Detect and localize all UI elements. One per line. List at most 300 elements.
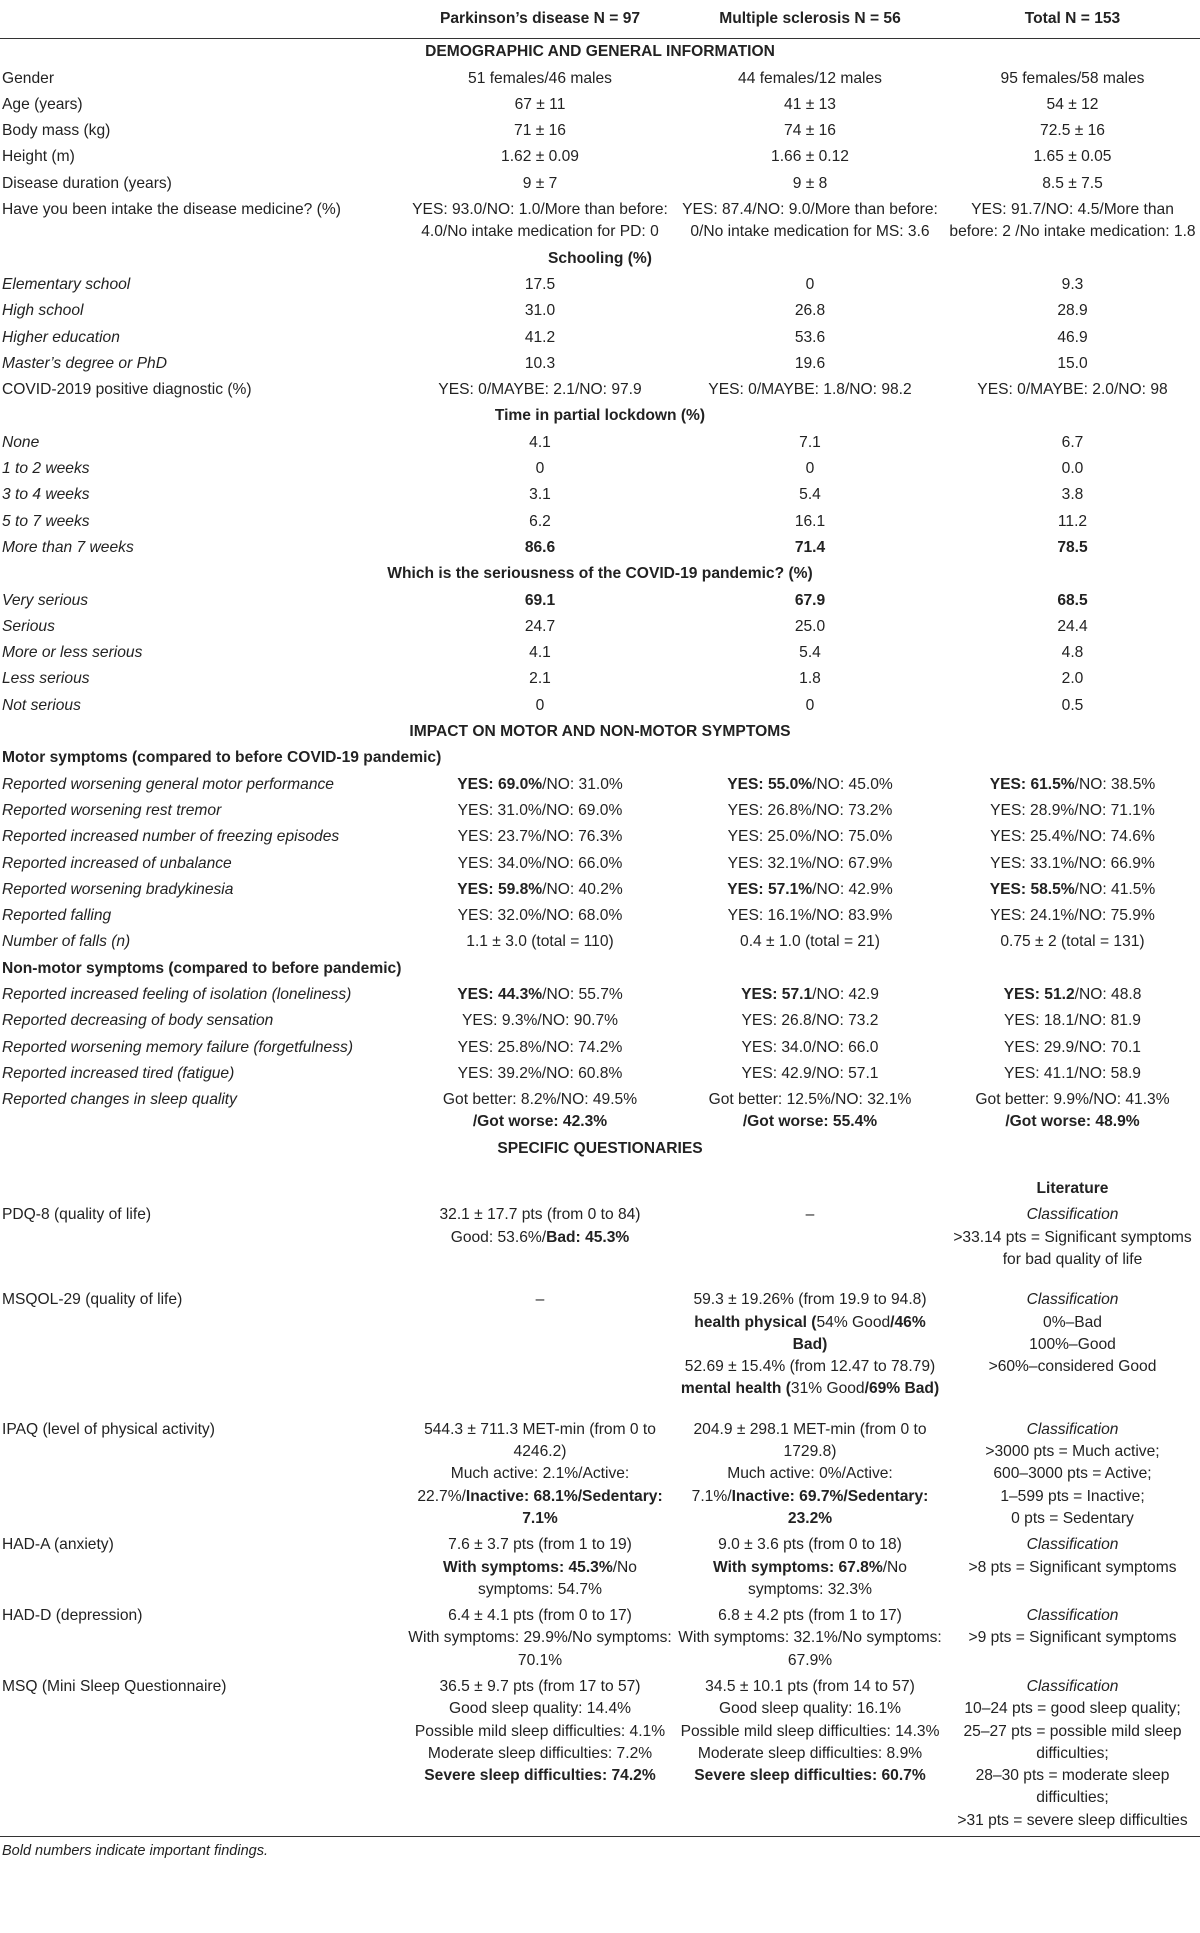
cell-total <box>945 851 1200 877</box>
cell-pd <box>405 982 675 1008</box>
motor-rows <box>0 772 1200 956</box>
hadd-lit-title: Classification <box>1026 1607 1119 1625</box>
cell-pd <box>405 1061 675 1087</box>
cell-ms: 0 <box>805 460 815 478</box>
pdq-pd-c: Bad: 45.3% <box>546 1228 630 1246</box>
cell-pd: 51 females/46 males <box>468 69 612 87</box>
subheading-nonmotor: Non-motor symptoms (compared to before pandemic) <box>2 959 402 977</box>
cell-ms <box>675 1532 945 1603</box>
cell-total-text: YES: 33.1%/NO: 66.9% <box>990 854 1155 872</box>
sleep-total-b: /Got worse: 48.9% <box>1005 1113 1140 1131</box>
header-blank <box>0 0 405 39</box>
msqol-lit-1: 0%–Bad <box>1043 1313 1102 1331</box>
table-row <box>0 197 1200 246</box>
cell-total: 0.0 <box>1061 460 1084 478</box>
ipaq-lit-4: 0 pts = Sedentary <box>1011 1509 1134 1527</box>
cell-total: 78.5 <box>1057 538 1088 556</box>
table-row <box>0 298 1200 324</box>
msq-pd-a: 36.5 ± 9.7 pts (from 17 to 57) <box>439 1678 641 1695</box>
ipaq-lit-1: >3000 pts = Much active; <box>985 1443 1160 1461</box>
msqol-lit-2: 100%–Good <box>1029 1335 1116 1353</box>
cell-ms-text: YES: 26.8/NO: 73.2 <box>741 1012 879 1030</box>
cell-ms <box>675 1674 945 1837</box>
msq-lit-2: 25–27 pts = possible mild sleep difficulties; <box>963 1722 1182 1762</box>
row-label: Reported worsening memory failure (forgetfulness) <box>2 1038 354 1056</box>
cell-ms: 53.6 <box>794 328 826 346</box>
cell-pd-text: YES: 23.7%/NO: 76.3% <box>457 828 623 846</box>
msqol-ms-c: 54% Good <box>816 1313 891 1331</box>
cell-pd <box>405 798 675 824</box>
cell-pd <box>405 877 675 903</box>
cell-pd-text: YES: 39.2%/NO: 60.8% <box>457 1064 623 1082</box>
cell-ms: 41 ± 13 <box>784 95 836 113</box>
cell-ms: – <box>805 1206 815 1224</box>
cell-pd: 10.3 <box>524 354 556 372</box>
subheading-row <box>0 561 1200 587</box>
msqol-lit-3: >60%–considered Good <box>988 1358 1157 1376</box>
cell-total: 6.7 <box>1061 433 1084 451</box>
cell-ms <box>675 903 945 929</box>
table-row <box>0 272 1200 298</box>
cell-total: 1.65 ± 0.05 <box>1033 148 1112 166</box>
subheading-schooling: Schooling (%) <box>548 249 652 267</box>
row-label: COVID-2019 positive diagnostic (%) <box>2 381 252 399</box>
lockdown-rows <box>0 430 1200 561</box>
subheading-motor: Motor symptoms (compared to before COVID-19 pandemic) <box>2 749 442 767</box>
section-questionaries: SPECIFIC QUESTIONARIES <box>497 1139 703 1157</box>
msq-pd-b: Good sleep quality: 14.4% <box>448 1700 632 1718</box>
cell-pd: 4.1 <box>529 433 551 451</box>
cell-ms-text: YES: 25.0%/NO: 75.0% <box>727 828 893 846</box>
row-label: 1 to 2 weeks <box>2 460 90 478</box>
cell-pd: – <box>535 1291 545 1309</box>
cell-pd: 41.2 <box>524 328 556 346</box>
msq-lit-title: Classification <box>1026 1678 1119 1695</box>
row-label: IPAQ (level of physical activity) <box>2 1420 215 1438</box>
row-label: Height (m) <box>2 148 75 166</box>
cell-literature <box>945 1674 1200 1837</box>
cell-total: 4.8 <box>1061 644 1084 662</box>
cell-pd <box>405 772 675 798</box>
hada-ms-c: /No symptoms: 32.3% <box>748 1558 907 1598</box>
table-row <box>0 824 1200 850</box>
table-header-row <box>0 0 1200 39</box>
cell-ms <box>675 851 945 877</box>
cell-total: 0.5 <box>1061 696 1084 714</box>
cell-ms: 26.8 <box>794 302 826 320</box>
table-row <box>0 144 1200 170</box>
subheading-lockdown: Time in partial lockdown (%) <box>494 407 706 425</box>
cell-ms <box>675 1061 945 1087</box>
cell-pd-text: YES: 32.0%/NO: 68.0% <box>457 907 623 925</box>
cell-pd-text: /NO: 40.2% <box>542 880 623 898</box>
ipaq-pd-b: Much active: 2.1%/Active: 22.7%/ <box>417 1465 630 1505</box>
msqol-ms-g: 31% Good <box>790 1380 865 1398</box>
table-row <box>0 903 1200 929</box>
cell-pd <box>405 1417 675 1532</box>
cell-total-text: YES: 41.1/NO: 58.9 <box>1004 1064 1141 1082</box>
table-row <box>0 798 1200 824</box>
cell-pd <box>405 1087 675 1136</box>
row-label: Reported increased of unbalance <box>2 854 232 872</box>
cell-pd-bold: YES: 44.3% <box>457 985 543 1003</box>
cell-ms-bold: YES: 55.0% <box>727 775 813 793</box>
msq-lit-1: 10–24 pts = good sleep quality; <box>964 1700 1181 1718</box>
row-label: Reported increased number of freezing episodes <box>2 828 340 846</box>
hadd-ms-b: With symptoms: 32.1%/No symptoms: 67.9% <box>678 1629 942 1669</box>
msq-lit-3: 28–30 pts = moderate sleep difficulties; <box>975 1767 1170 1807</box>
cell-total <box>945 1087 1200 1136</box>
msqol-ms-a: 59.3 ± 19.26% (from 19.9 to 94.8) <box>693 1291 927 1309</box>
cell-total: 15.0 <box>1057 354 1088 372</box>
subheading-row <box>0 745 1200 771</box>
cell-pd: 1.62 ± 0.09 <box>501 148 579 166</box>
cell-total: 8.5 ± 7.5 <box>1042 174 1103 192</box>
cell-total <box>945 903 1200 929</box>
msqol-lit-title: Classification <box>1026 1291 1119 1309</box>
cell-ms <box>675 824 945 850</box>
cell-pd: 2.1 <box>529 670 551 688</box>
table-row <box>0 1061 1200 1087</box>
ipaq-lit-3: 1–599 pts = Inactive; <box>1000 1487 1145 1505</box>
msq-pd-d: Moderate sleep difficulties: 7.2% <box>427 1744 653 1762</box>
pdq-pd-b: Good: 53.6%/ <box>450 1228 547 1246</box>
table-row <box>0 982 1200 1008</box>
cell-ms <box>675 982 945 1008</box>
row-label: More or less serious <box>2 644 143 662</box>
cell-total-text: /NO: 38.5% <box>1074 775 1156 793</box>
cell-pd-text: 1.1 ± 3.0 (total = 110) <box>466 933 614 951</box>
cell-ms: 0 <box>805 275 815 293</box>
cell-ms <box>675 1417 945 1532</box>
subheading-row <box>0 246 1200 272</box>
row-label: 3 to 4 weeks <box>2 486 90 504</box>
cell-pd-text: /NO: 55.7% <box>542 985 623 1003</box>
table-row <box>0 588 1200 614</box>
cell-total: 72.5 ± 16 <box>1040 122 1105 140</box>
hadd-pd-b: With symptoms: 29.9%/No symptoms: 70.1% <box>408 1629 672 1669</box>
cell-total-text: YES: 18.1/NO: 81.9 <box>1004 1012 1141 1030</box>
row-label: Number of falls (n) <box>2 933 131 951</box>
sleep-ms-a: Got better: 12.5%/NO: 32.1% <box>708 1091 912 1109</box>
section-impact: IMPACT ON MOTOR AND NON-MOTOR SYMPTOMS <box>409 723 791 741</box>
row-label: Gender <box>2 69 55 87</box>
cell-total: YES: 91.7/NO: 4.5/More than before: 2 /No intake medication: 1.8 <box>949 201 1196 241</box>
cell-ms: YES: 0/MAYBE: 1.8/NO: 98.2 <box>708 381 912 399</box>
cell-ms: 19.6 <box>794 354 826 372</box>
cell-ms <box>675 877 945 903</box>
cell-total <box>945 798 1200 824</box>
spacer-row <box>0 1162 1200 1176</box>
cell-total-text: /NO: 41.5% <box>1074 880 1156 898</box>
cell-pd <box>405 929 675 955</box>
ipaq-lit-title: Classification <box>1026 1420 1119 1438</box>
cell-ms-text: /NO: 42.9% <box>812 880 893 898</box>
cell-pd <box>405 851 675 877</box>
cell-ms <box>675 798 945 824</box>
cell-pd-bold: YES: 69.0% <box>457 775 543 793</box>
cell-pd-text: YES: 25.8%/NO: 74.2% <box>457 1038 623 1056</box>
row-label: Reported increased feeling of isolation (loneliness) <box>2 985 352 1003</box>
row-label: HAD-A (anxiety) <box>2 1536 114 1554</box>
subheading-literature: Literature <box>1036 1180 1109 1198</box>
row-label: Reported falling <box>2 907 112 925</box>
cell-pd: YES: 93.0/NO: 1.0/More than before: 4.0/No intake medication for PD: 0 <box>412 201 668 241</box>
section-heading-row <box>0 1136 1200 1162</box>
cell-ms <box>675 1008 945 1034</box>
table-row <box>0 666 1200 692</box>
sleep-pd-a: Got better: 8.2%/NO: 49.5% <box>442 1091 638 1109</box>
table-row <box>0 66 1200 92</box>
cell-pd <box>405 903 675 929</box>
row-label: 5 to 7 weeks <box>2 512 90 530</box>
cell-total <box>945 1008 1200 1034</box>
row-label: Serious <box>2 617 55 635</box>
pdq-pd-a: 32.1 ± 17.7 pts (from 0 to 84) <box>439 1206 641 1224</box>
cell-literature <box>945 1202 1200 1273</box>
cell-ms: 5.4 <box>799 644 821 662</box>
cell-total-text: YES: 25.4%/NO: 74.6% <box>990 828 1155 846</box>
table-row <box>0 1008 1200 1034</box>
cell-pd <box>405 1603 675 1674</box>
seriousness-rows <box>0 588 1200 719</box>
header-multiple-sclerosis: Multiple sclerosis N = 56 <box>675 0 945 39</box>
cell-literature <box>945 1532 1200 1603</box>
cell-pd: 4.1 <box>529 644 551 662</box>
cell-ms-text: /NO: 42.9 <box>812 985 879 1003</box>
cell-pd: 0 <box>535 696 545 714</box>
cell-total: 46.9 <box>1057 328 1088 346</box>
table-row <box>0 1532 1200 1603</box>
cell-ms: 74 ± 16 <box>784 122 836 140</box>
cell-literature <box>945 1287 1200 1402</box>
table-row <box>0 92 1200 118</box>
cell-total-text: /NO: 48.8 <box>1074 985 1142 1003</box>
cell-literature <box>945 1417 1200 1532</box>
cell-ms <box>675 772 945 798</box>
cell-total: 11.2 <box>1057 512 1088 530</box>
cell-ms: 7.1 <box>799 433 821 451</box>
sleep-total-a: Got better: 9.9%/NO: 41.3% <box>975 1091 1170 1109</box>
row-label: Master’s degree or PhD <box>2 354 167 372</box>
cell-total: 9.3 <box>1061 275 1084 293</box>
msqol-ms-d: /46% Bad) <box>792 1313 926 1353</box>
cell-ms: 9 ± 8 <box>792 174 828 192</box>
cell-pd: 6.2 <box>529 512 551 530</box>
cell-pd: 17.5 <box>524 275 556 293</box>
schooling-rows <box>0 272 1200 377</box>
row-label: PDQ-8 (quality of life) <box>2 1206 152 1224</box>
table-row <box>0 851 1200 877</box>
cell-ms-bold: YES: 57.1% <box>727 880 813 898</box>
row-label: Less serious <box>2 670 90 688</box>
cell-total: YES: 0/MAYBE: 2.0/NO: 98 <box>977 381 1168 399</box>
cell-ms: 0 <box>805 696 815 714</box>
msqol-ms-f: mental health ( <box>680 1380 791 1398</box>
table-row <box>0 1202 1200 1273</box>
table-row <box>0 377 1200 403</box>
cell-pd: 31.0 <box>524 302 556 320</box>
section-demographic: DEMOGRAPHIC AND GENERAL INFORMATION <box>425 43 775 61</box>
ipaq-ms-c: Inactive: 69.7%/Sedentary: 23.2% <box>731 1487 929 1527</box>
table-row <box>0 482 1200 508</box>
cell-total-bold: YES: 51.2 <box>1003 985 1075 1003</box>
cell-pd: 0 <box>535 460 545 478</box>
cell-total <box>945 824 1200 850</box>
row-label: Body mass (kg) <box>2 122 111 140</box>
cell-pd <box>405 1202 675 1273</box>
cell-ms-text: YES: 32.1%/NO: 67.9% <box>727 854 893 872</box>
cell-ms <box>675 1035 945 1061</box>
hada-pd-b: With symptoms: 45.3% <box>443 1558 613 1576</box>
cell-ms <box>675 929 945 955</box>
ipaq-ms-b: Much active: 0%/Active: 7.1%/ <box>691 1465 893 1505</box>
sleep-ms-b: /Got worse: 55.4% <box>742 1113 878 1131</box>
table-row <box>0 535 1200 561</box>
row-label: Age (years) <box>2 95 83 113</box>
cell-total <box>945 1035 1200 1061</box>
msq-lit-4: >31 pts = severe sleep difficulties <box>957 1811 1188 1829</box>
cell-ms: 44 females/12 males <box>738 69 882 87</box>
subheading-row <box>0 956 1200 982</box>
cell-pd: YES: 0/MAYBE: 2.1/NO: 97.9 <box>438 381 642 399</box>
cell-ms-text: YES: 16.1%/NO: 83.9% <box>727 907 893 925</box>
cell-pd <box>405 1674 675 1837</box>
msqol-ms-b: health physical ( <box>694 1313 817 1331</box>
msqol-ms-e: 52.69 ± 15.4% (from 12.47 to 78.79) <box>684 1358 936 1376</box>
cell-total: 24.4 <box>1057 617 1088 635</box>
row-label: None <box>2 433 40 451</box>
spacer-row <box>0 1273 1200 1287</box>
msq-ms-d: Moderate sleep difficulties: 8.9% <box>697 1744 923 1762</box>
cell-total: 2.0 <box>1061 670 1084 688</box>
cell-ms: 67.9 <box>794 591 826 609</box>
ipaq-pd-c: Inactive: 68.1%/Sedentary: 7.1% <box>465 1487 663 1527</box>
table-row <box>0 1035 1200 1061</box>
cell-total: 54 ± 12 <box>1046 95 1099 113</box>
cell-pd: 71 ± 16 <box>514 122 566 140</box>
subheading-row <box>0 403 1200 429</box>
header-total: Total N = 153 <box>945 0 1200 39</box>
row-label: Reported decreasing of body sensation <box>2 1012 274 1030</box>
table-row <box>0 614 1200 640</box>
section-heading-row <box>0 719 1200 745</box>
table-row <box>0 430 1200 456</box>
row-label: Higher education <box>2 328 120 346</box>
msq-pd-c: Possible mild sleep difficulties: 4.1% <box>414 1722 666 1740</box>
cell-ms-text: /NO: 45.0% <box>812 775 893 793</box>
row-label: Reported increased tired (fatigue) <box>2 1064 235 1082</box>
cell-ms: 1.8 <box>799 670 821 688</box>
hada-lit-text: >8 pts = Significant symptoms <box>968 1558 1177 1576</box>
cell-ms: 16.1 <box>794 512 826 530</box>
cell-total-bold: YES: 61.5% <box>989 775 1075 793</box>
row-label: Reported worsening bradykinesia <box>2 880 234 898</box>
row-label: Not serious <box>2 696 81 714</box>
table-footnote: Bold numbers indicate important findings. <box>2 1843 268 1860</box>
cell-total <box>945 1061 1200 1087</box>
row-label: Reported worsening general motor performance <box>2 775 334 793</box>
cell-total <box>945 929 1200 955</box>
cell-pd <box>405 1035 675 1061</box>
row-label: Reported worsening rest tremor <box>2 801 222 819</box>
row-label: HAD-D (depression) <box>2 1607 143 1625</box>
cell-pd: 86.6 <box>524 538 556 556</box>
cell-pd: 3.1 <box>529 486 551 504</box>
cell-ms <box>675 1287 945 1402</box>
table-row <box>0 929 1200 955</box>
sleep-pd-b: /Got worse: 42.3% <box>472 1113 608 1131</box>
msqol-ms-h: /69% Bad) <box>864 1380 940 1398</box>
table-row <box>0 118 1200 144</box>
cell-pd-bold: YES: 59.8% <box>457 880 543 898</box>
cell-total-text: 0.75 ± 2 (total = 131) <box>1000 933 1145 951</box>
cell-ms: 1.66 ± 0.12 <box>771 148 849 166</box>
pdq-lit-title: Classification <box>1026 1206 1119 1224</box>
hada-pd-c: /No symptoms: 54.7% <box>478 1558 637 1598</box>
section-heading-row <box>0 39 1200 66</box>
cell-total-text: YES: 24.1%/NO: 75.9% <box>990 907 1155 925</box>
demographic-rows <box>0 66 1200 246</box>
ipaq-pd-a: 544.3 ± 711.3 MET-min (from 0 to 4246.2) <box>424 1420 656 1461</box>
cell-total-bold: YES: 58.5% <box>989 880 1075 898</box>
cell-ms <box>675 1603 945 1674</box>
cell-ms-text: YES: 34.0/NO: 66.0 <box>741 1038 879 1056</box>
table-row <box>0 1087 1200 1136</box>
cell-pd: 67 ± 11 <box>514 95 566 113</box>
pdq-lit-text: >33.14 pts = Significant symptoms for bad quality of life <box>953 1228 1192 1268</box>
table-row <box>0 640 1200 666</box>
msq-ms-e: Severe sleep difficulties: 60.7% <box>694 1767 926 1785</box>
cell-ms: YES: 87.4/NO: 9.0/More than before: 0/No intake medication for MS: 3.6 <box>682 201 938 241</box>
table-row <box>0 1417 1200 1532</box>
msq-ms-b: Good sleep quality: 16.1% <box>718 1700 902 1718</box>
spacer-row <box>0 1403 1200 1417</box>
hada-lit-title: Classification <box>1026 1536 1119 1554</box>
row-label: Disease duration (years) <box>2 174 172 192</box>
cell-total <box>945 877 1200 903</box>
row-label: Have you been intake the disease medicine? (%) <box>2 201 341 219</box>
cell-ms: 5.4 <box>799 486 821 504</box>
header-parkinsons: Parkinson’s disease N = 97 <box>405 0 675 39</box>
cell-ms <box>675 1087 945 1136</box>
cell-pd-text: YES: 31.0%/NO: 69.0% <box>457 801 623 819</box>
table-row <box>0 1603 1200 1674</box>
row-label: Elementary school <box>2 275 131 293</box>
hada-pd-a: 7.6 ± 3.7 pts (from 1 to 19) <box>448 1536 632 1554</box>
nonmotor-rows <box>0 982 1200 1087</box>
literature-heading-row <box>0 1176 1200 1202</box>
cell-pd <box>405 824 675 850</box>
cell-total: 28.9 <box>1057 302 1088 320</box>
table-row <box>0 325 1200 351</box>
msq-ms-c: Possible mild sleep difficulties: 14.3% <box>680 1722 940 1740</box>
cell-pd-text: /NO: 31.0% <box>542 775 623 793</box>
msq-ms-a: 34.5 ± 10.1 pts (from 14 to 57) <box>705 1678 915 1695</box>
ipaq-ms-a: 204.9 ± 298.1 MET-min (from 0 to 1729.8) <box>693 1420 927 1461</box>
msq-pd-e: Severe sleep difficulties: 74.2% <box>424 1767 656 1785</box>
subheading-seriousness: Which is the seriousness of the COVID-19 pandemic? (%) <box>387 565 813 583</box>
cell-total <box>945 772 1200 798</box>
cell-ms-text: 0.4 ± 1.0 (total = 21) <box>740 933 880 951</box>
hadd-ms-a: 6.8 ± 4.2 pts (from 1 to 17) <box>718 1607 902 1625</box>
hadd-lit-text: >9 pts = Significant symptoms <box>968 1629 1177 1647</box>
row-label: MSQ (Mini Sleep Questionnaire) <box>0 1674 405 1837</box>
ipaq-lit-2: 600–3000 pts = Active; <box>993 1465 1152 1483</box>
cell-total-text: YES: 28.9%/NO: 71.1% <box>990 801 1155 819</box>
cell-ms-text: YES: 42.9/NO: 57.1 <box>741 1064 879 1082</box>
table-row <box>0 456 1200 482</box>
